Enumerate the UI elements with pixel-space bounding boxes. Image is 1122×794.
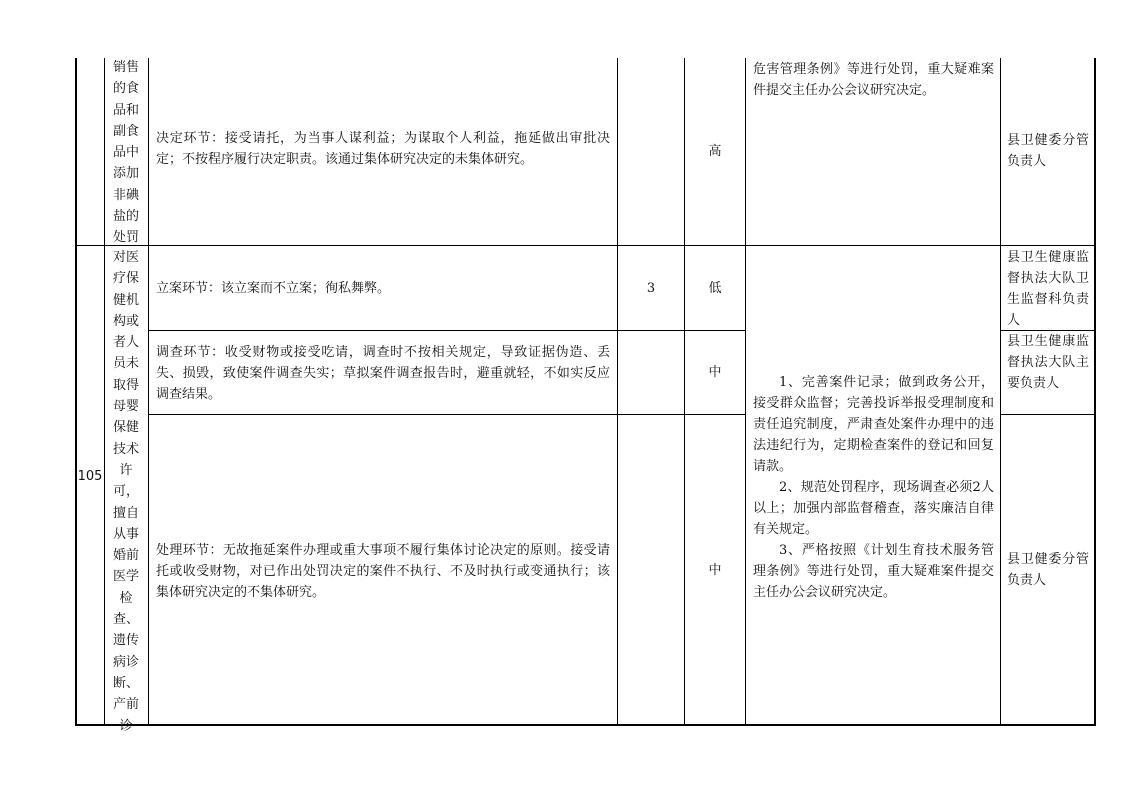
responsible-person: 县卫生健康监督执法大队主要负责人: [1007, 334, 1089, 391]
measure-item: 3、严格按照《计划生育技术服务管理条例》等进行处罚，重大疑难案件提交主任办公会议研究决定。: [753, 543, 994, 600]
responsible-divider: [1000, 414, 1095, 415]
risk-level: 中: [708, 365, 722, 380]
risk-level: 低: [708, 281, 722, 296]
stage-description: 决定环节：接受请托，为当事人谋利益；为谋取个人利益，拖延做出审批决定；不按程序履行决定职责。该通过集体研究决定的未集体研究。: [156, 131, 610, 167]
prevention-measures: [753, 372, 994, 603]
risk-level: 高: [708, 144, 722, 159]
column-divider: [745, 58, 746, 725]
measure-fragment: 危害管理条例》等进行处罚，重大疑难案件提交主任办公会议研究决定。: [753, 62, 994, 98]
stage-description: 调查环节：收受财物或接受吃请，调查时不按相关规定，导致证据伪造、丢失、损毁，致使案件调查失实；草拟案件调查报告时，避重就轻，不如实反应调查结果。: [156, 345, 610, 402]
column-divider: [104, 58, 105, 725]
stage-description: 处理环节：无故拖延案件办理或重大事项不履行集体讨论决定的原则。接受请托或收受财物，对已作出处罚决定的案件不执行、不及时执行或变通执行；该集体研究决定的不集体研究。: [156, 543, 610, 600]
table-right-border: [1094, 58, 1096, 726]
item-name-fragment: 销售的食品和副食品中添加非碘盐的处罚: [112, 60, 139, 246]
stage-description: 立案环节：该立案而不立案；徇私舞弊。: [156, 281, 391, 296]
risk-level: 中: [708, 563, 722, 578]
row-number: 105: [77, 469, 103, 484]
column-divider: [617, 58, 618, 725]
column-divider: [148, 58, 149, 725]
measure-item: 1、完善案件记录；做到政务公开，接受群众监督；完善投诉举报受理制度和责任追究制度，严肃查处案件办理中的违法违纪行为，定期检查案件的登记和回复请款。: [753, 375, 994, 474]
stage-divider: [148, 330, 745, 331]
table-bottom-border: [75, 724, 1096, 726]
responsible-person: 县卫生健康监督执法大队卫生监督科负责人: [1007, 250, 1089, 328]
stage-divider: [148, 414, 745, 415]
responsible-person: 县卫健委分管负责人: [1007, 133, 1089, 169]
table-left-border: [75, 58, 77, 726]
measure-item: 2、规范处罚程序，现场调查必须2人以上；加强内部监督稽查，落实廉洁自律有关规定。: [753, 480, 994, 537]
item-name: 对医疗保健机构或者人员未取得母婴保健技术许可，擅自从事婚前医学检查、遗传病诊断、产前诊: [112, 250, 139, 734]
column-divider: [1000, 58, 1001, 725]
stage-count: 3: [646, 281, 656, 296]
row-divider: [75, 245, 1095, 246]
responsible-person: 县卫健委分管负责人: [1007, 552, 1089, 588]
